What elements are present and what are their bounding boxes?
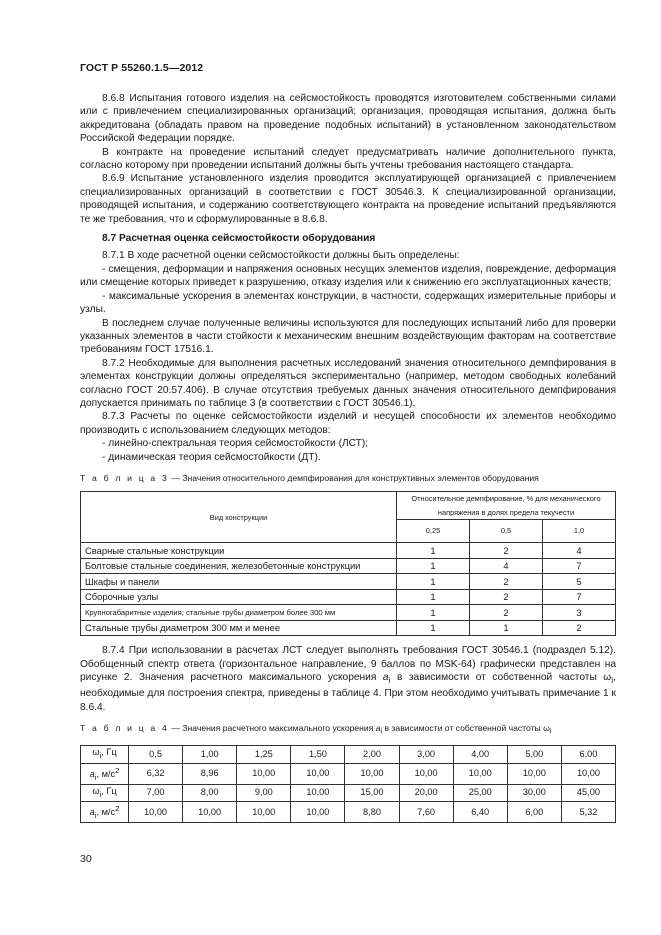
table-cell: 3,00 <box>399 746 453 763</box>
table-cell: 25,00 <box>453 784 507 801</box>
table-4-caption <box>80 722 616 739</box>
table-cell: 20,00 <box>399 784 453 801</box>
table-cell: 10,00 <box>345 763 399 784</box>
subscript-i: i <box>388 675 391 686</box>
table-cell: 6,00 <box>561 746 615 763</box>
table-cell: 1 <box>397 620 470 636</box>
table-3-subheader: 0,25 <box>397 520 470 543</box>
document-header: ГОСТ Р 55260.1.5—2012 <box>80 62 204 74</box>
table-cell: 7 <box>543 558 616 574</box>
table-4-title: — Значения расчетного максимального ускорения <box>168 723 376 734</box>
table-cell: Болтовые стальные соединения, железобетонные конструкции <box>81 558 397 574</box>
paragraph-8-7-4 <box>80 644 616 714</box>
paragraph-8-7-4-text: в зависимости от собственной частоты <box>390 672 604 683</box>
table-3-header-name: Вид конструкции <box>81 492 397 543</box>
table-cell: 6,00 <box>507 802 561 823</box>
table-4-label: Т а б л и ц а 4 <box>80 723 169 734</box>
table-cell: Стальные трубы диаметром 300 мм и менее <box>81 620 397 636</box>
table-cell: 8,80 <box>345 802 399 823</box>
table-cell: 10,00 <box>129 802 183 823</box>
table-cell: Сборочные узлы <box>81 589 397 605</box>
table-cell: 1,00 <box>183 746 237 763</box>
list-item-lst: - линейно-спектральная теория сейсмостойкости (ЛСТ); <box>102 438 369 450</box>
table-cell: 2 <box>470 574 543 590</box>
list-item-dt: - динамическая теория сейсмостойкости (ДТ). <box>102 451 321 463</box>
table-row <box>81 574 616 590</box>
table-cell: 10,00 <box>237 763 291 784</box>
table-cell: 8,00 <box>183 784 237 801</box>
list-item-displacements: - смещения, деформации и напряжения основных несущих элементов изделия, повреждение, деформация или смещение которых приведет к разрушению, отказу изделия или к снижению его эксплуатационных качеств; <box>80 263 616 289</box>
table-cell: 3 <box>543 605 616 621</box>
symbol-a: a <box>382 672 389 683</box>
table-cell: 7 <box>543 589 616 605</box>
table-row <box>81 605 616 621</box>
table-cell: 2,00 <box>345 746 399 763</box>
table-cell: 5,32 <box>561 802 615 823</box>
table-cell: 10,00 <box>561 763 615 784</box>
table-4-title: в зависимости от собственной частоты <box>382 723 544 734</box>
table-row <box>81 763 616 784</box>
symbol-omega: ω <box>543 723 550 734</box>
paragraph-8-6-9: 8.6.9 Испытание установленного изделия проводится эксплуатирующей организацией с привлечением специализированных организаций в соответствии с ГОСТ 30546.3. К специализированной организации, проводящей испытания, и содержанию соответствующего контракта на проведение испытаний предъявляются те же требования, что и сформулированные в 8.6.8. <box>80 173 616 225</box>
table-row <box>81 746 616 763</box>
table-cell: 9,00 <box>237 784 291 801</box>
table-cell: 6,40 <box>453 802 507 823</box>
table-cell: 2 <box>470 589 543 605</box>
table-cell: 45,00 <box>561 784 615 801</box>
table-cell: Крупногабаритные изделия; стальные трубы диаметром более 300 мм <box>81 605 397 621</box>
table-cell: 4 <box>543 543 616 559</box>
paragraph-8-7-1-note: В последнем случае полученные величины используются для последующих испытаний либо для проверки указанных элементов в части стойкости к механическим внешним воздействующим факторам на соответствие требованиям ГОСТ 17516.1. <box>80 317 616 356</box>
paragraph-8-7-4-text: 8.7.4 При использовании в расчетах ЛСТ следует выполнять требования ГОСТ 30546.1 (подраздел 5.12). Обобщенный спектр ответа (горизонтальное направление, 9 баллов по MSK-64) графически представлен на рисунке 2. Значения расчетного максимального ускорения <box>80 645 616 683</box>
table-cell: 5,00 <box>507 746 561 763</box>
table-cell: Сварные стальные конструкции <box>81 543 397 559</box>
table-cell: 10,00 <box>453 763 507 784</box>
page-number: 30 <box>80 853 92 865</box>
table-cell: 2 <box>543 620 616 636</box>
table-cell: 7,00 <box>129 784 183 801</box>
table-3-title: — Значения относительного демпфирования для конструктивных элементов оборудования <box>168 472 539 483</box>
paragraph-8-7-4-text: , необходимые для построения спектра, приведены в таблице 4. При этом необходимо учитывать примечание 1 к 8.6.4. <box>80 672 616 713</box>
paragraph-8-6-8-contract: В контракте на проведение испытаний следует предусматривать наличие дополнительного пункта, согласно которому при проведении испытаний должны быть учтены требования настоящего стандарта. <box>80 146 616 172</box>
table-row <box>81 558 616 574</box>
paragraph-8-7-1: 8.7.1 В ходе расчетной оценки сейсмостойкости должны быть определены: <box>102 250 460 262</box>
row-label-frequency: $\omega_i$, Гц <box>81 746 129 763</box>
table-cell: 1 <box>397 558 470 574</box>
table-cell: 10,00 <box>291 763 345 784</box>
table-cell: 0,5 <box>129 746 183 763</box>
table-cell: 4 <box>470 558 543 574</box>
table-cell: 4,00 <box>453 746 507 763</box>
table-cell: 6,32 <box>129 763 183 784</box>
table-cell: 10,00 <box>291 802 345 823</box>
subscript-i: i <box>549 727 552 736</box>
table-row <box>81 784 616 801</box>
table-cell: Шкафы и панели <box>81 574 397 590</box>
paragraph-8-7-3: 8.7.3 Расчеты по оценке сейсмостойкости изделий и несущей способности их элементов необходимо производить с использованием следующих методов: <box>80 411 616 436</box>
table-3-subheader: 0,5 <box>470 520 543 543</box>
table-cell: 1,50 <box>291 746 345 763</box>
section-heading-8-7: 8.7 Расчетная оценка сейсмостойкости оборудования <box>102 233 376 245</box>
table-3-label: Т а б л и ц а 3 <box>80 472 169 483</box>
table-cell: 30,00 <box>507 784 561 801</box>
paragraph-8-7-2: 8.7.2 Необходимые для выполнения расчетных исследований значения относительного демпфирования в элементах конструкции должны определяться экспериментально (например, методом свободных колебаний согласно ГОСТ 20.57.406). В случае отсутствия требуемых данных значения относительного демпфирования допускается принимать по таблице 3 (в соответствии с ГОСТ 30546.1). <box>80 357 616 409</box>
table-cell: 5 <box>543 574 616 590</box>
table-4 <box>80 745 616 823</box>
subscript-i: i <box>380 727 383 736</box>
table-cell: 1 <box>397 589 470 605</box>
list-item-accelerations: - максимальные ускорения в элементах конструкции, в частности, содержащих измерительные приборы и узлы. <box>80 290 616 316</box>
table-3-header-group: Относительное демпфирование, % для механического напряжения в долях предела текучести <box>397 492 616 520</box>
row-label-acceleration: $a_i$, $м/с^2$ <box>81 802 129 823</box>
table-3 <box>80 491 616 636</box>
table-cell: 1 <box>470 620 543 636</box>
table-3-subheader: 1,0 <box>543 520 616 543</box>
table-cell: 10,00 <box>291 784 345 801</box>
table-cell: 1 <box>397 543 470 559</box>
table-3-caption <box>80 472 616 485</box>
table-cell: 2 <box>470 543 543 559</box>
document-body <box>80 92 616 823</box>
table-row <box>81 620 616 636</box>
table-cell: 1 <box>397 574 470 590</box>
table-cell: 10,00 <box>183 802 237 823</box>
row-label-acceleration: $a_i$, $м/с^2$ <box>81 763 129 784</box>
table-row <box>81 589 616 605</box>
table-cell: 10,00 <box>507 763 561 784</box>
table-cell: 1 <box>397 605 470 621</box>
paragraph-8-6-8: 8.6.8 Испытания готового изделия на сейсмостойкость проводятся изготовителем собственными силами или с привлечением специализированных организаций; организация, проводящая испытания, должна быть аккредитована (обладать правом на проведение подобных испытаний) в установленном законодательством Российской Федерации порядке. <box>80 93 616 145</box>
table-cell: 10,00 <box>399 763 453 784</box>
table-cell: 1,25 <box>237 746 291 763</box>
row-label-frequency: $\omega_i$, Гц <box>81 784 129 801</box>
table-row <box>81 802 616 823</box>
table-row <box>81 543 616 559</box>
table-cell: 10,00 <box>237 802 291 823</box>
symbol-a: a <box>375 723 381 734</box>
table-cell: 7,60 <box>399 802 453 823</box>
table-cell: 8,96 <box>183 763 237 784</box>
symbol-omega: ω <box>603 672 612 683</box>
subscript-i: i <box>611 675 614 686</box>
table-cell: 15,00 <box>345 784 399 801</box>
table-cell: 2 <box>470 605 543 621</box>
